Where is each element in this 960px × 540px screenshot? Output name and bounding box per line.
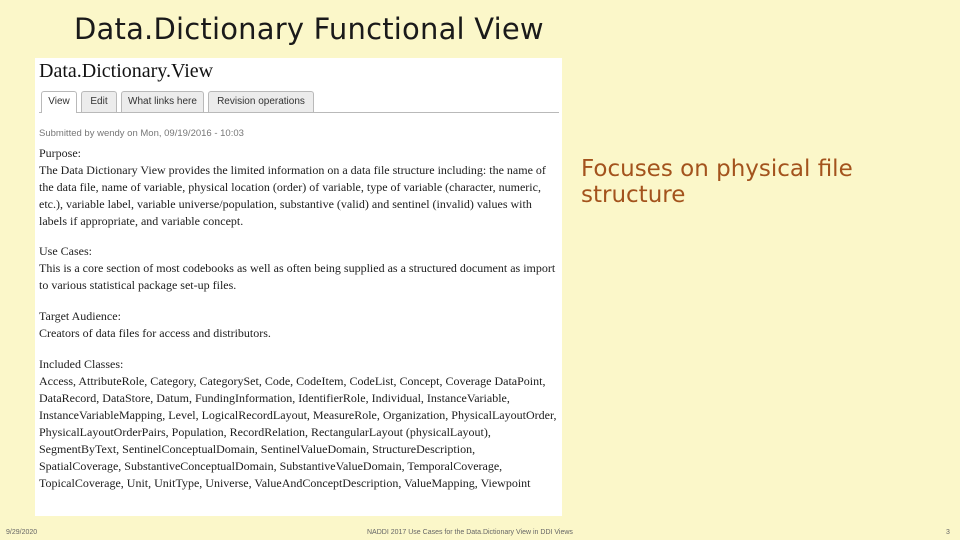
page-number: 3 xyxy=(946,529,950,536)
page-heading: Data.Dictionary.View xyxy=(39,60,214,82)
purpose-label: Purpose: xyxy=(39,146,81,160)
purpose-text: The Data Dictionary View provides the limited information on a data file structure including: the name of the data file, name of variable, physical location (order) of variable, type of variable (character, numeric, etc.), variable label, variable universe/population, substantive (valid) and sentinel (invalid) values with labels if appropriate, and variable concept. xyxy=(39,163,546,228)
tab-edit[interactable]: Edit xyxy=(81,91,117,112)
tab-bar xyxy=(39,90,559,113)
slide-title: Data.Dictionary Functional View xyxy=(74,12,544,46)
target-audience-text: Creators of data files for access and distributors. xyxy=(39,326,271,340)
use-cases-label: Use Cases: xyxy=(39,244,92,258)
tab-what-links-here[interactable]: What links here xyxy=(121,91,204,112)
use-cases-text: This is a core section of most codebooks as well as often being supplied as a structured document as import to various statistical package set-up files. xyxy=(39,261,556,292)
included-classes-label: Included Classes: xyxy=(39,357,124,371)
included-classes-text: Access, AttributeRole, Category, CategorySet, Code, CodeItem, CodeList, Concept, Coverage DataPoint, DataRecord, DataStore, Datum, FundingInformation, IdentifierRole, Individual, InstanceVariable, InstanceVariableMapping, Level, LogicalRecordLayout, MeasureRole, Organization, PhysicalLayoutOrder, PhysicalLayoutOrderPairs, Population, RecordRelation, RectangularLayout (physicalLayout), SegmentByText, SentinelConceptualDomain, SentinelValueDomain, StructureDescription, SpatialCoverage, SubstantiveConceptualDomain, SubstantiveValueDomain, TemporalCoverage, TopicalCoverage, Unit, UnitType, Universe, ValueAndConceptDescription, ValueMapping, Viewpoint xyxy=(39,374,557,490)
focus-callout: Focuses on physical file structure xyxy=(581,156,853,208)
target-audience-label: Target Audience: xyxy=(39,309,121,323)
tab-view[interactable]: View xyxy=(41,91,77,113)
footer-center: NADDI 2017 Use Cases for the Data.Dictionary View in DDI Views xyxy=(367,529,573,536)
footer-date: 9/29/2020 xyxy=(6,529,38,536)
embedded-screenshot xyxy=(35,58,562,516)
submitted-info: Submitted by wendy on Mon, 09/19/2016 - 10:03 xyxy=(39,128,244,139)
tab-revision-operations[interactable]: Revision operations xyxy=(208,91,314,112)
